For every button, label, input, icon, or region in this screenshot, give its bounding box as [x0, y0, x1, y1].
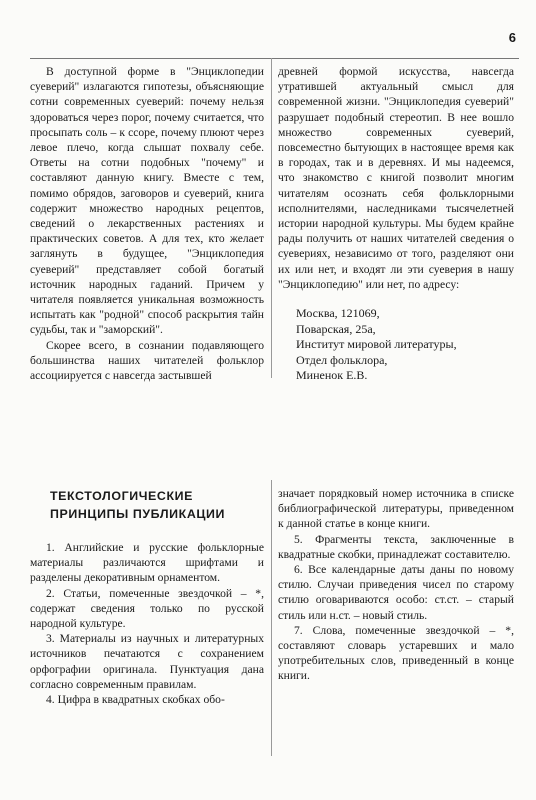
- section-heading-line: ТЕКСТОЛОГИЧЕСКИЕ: [50, 489, 193, 503]
- intro-paragraph: Скорее всего, в сознании подавляющего большинства наших читателей фольклор ассоциируется с навсегда застывшей: [30, 338, 264, 383]
- page-number: 6: [508, 30, 516, 45]
- principle-item: значает порядковый номер источника в списке библиографической литературы, приведенном к данной статье в конце книги.: [278, 487, 514, 531]
- column-divider: [271, 480, 272, 756]
- section-heading: [50, 487, 260, 523]
- address-line: Отдел фольклора,: [296, 352, 388, 367]
- address-line: Миненок Е.В.: [296, 368, 368, 383]
- principle-item: 6. Все календарные даты даны по новому стилю. Случаи приведения чисел по старому стилю оговариваются особо: ст.ст. – старый стиль или н.ст. – новый стиль.: [278, 563, 514, 622]
- postal-address: [296, 306, 514, 384]
- principle-item: 3. Материалы из научных и литературных источников печатаются с сохранением орфографии оригинала. Пунктуация дана согласно современным правилам.: [30, 632, 264, 691]
- principles-left-column: [30, 540, 264, 707]
- principle-item: 7. Слова, помеченные звездочкой – *, составляют словарь устаревших и мало употребительных слов, приведенный в конце книги.: [278, 623, 514, 683]
- column-divider: [271, 58, 272, 378]
- intro-paragraph: древней формой искусства, навсегда утратившей актуальный смысл для современной жизни. "Энциклопедия суеверий" разрушает подобный стереотип. В нее вошло множество современных суеверий, повсеместно бытующих в настоящее время как в городах, так и в деревнях. И мы надеемся, что знакомство с книгой позволит многим читателям осознать себя фольклорными исполнителями, наследниками тысячелетней истории народной культуры. Мы будем крайне рады получить от наших читателей сведения о суевериях, независимо от того, разделяют они их или нет, и входят ли эти суеверия в нашу "Энциклопедию" или нет, по адресу:: [278, 65, 514, 291]
- principle-item: 4. Цифра в квадратных скобках обо-: [46, 693, 225, 707]
- principle-item: 1. Английские и русские фольклорные материалы различаются шрифтами и разделены декоративным орнаментом.: [30, 541, 264, 585]
- principle-item: 5. Фрагменты текста, заключенные в квадратные скобки, принадлежат составителю.: [278, 532, 514, 561]
- principles-right-column: [278, 486, 514, 684]
- header-rule: [30, 58, 519, 59]
- intro-left-column: [30, 64, 264, 383]
- address-line: Институт мировой литературы,: [296, 337, 457, 352]
- address-line: Поварская, 25а,: [296, 321, 376, 336]
- intro-right-column: [278, 64, 514, 384]
- principle-item: 2. Статьи, помеченные звездочкой – *, содержат сведения только по русской народной культуре.: [30, 586, 264, 631]
- section-heading-line: ПРИНЦИПЫ ПУБЛИКАЦИИ: [50, 507, 226, 521]
- intro-paragraph: В доступной форме в "Энциклопедии суеверий" излагаются гипотезы, объясняющие сотни современных суеверий: почему нельзя здороваться через порог, почему считается, что просыпать соль – к ссоре, почему плюют через левое плечо, когда слышат похвалу себе. Ответы на сотни подобных "почему" и составляют данную книгу. Вместе с тем, помимо обрядов, заговоров и суеверий, книга содержит множество народных рецептов, сведений о лекарственных растениях и практических советов. А для тех, кто желает заглянуть в будущее, "Энциклопедия суеверий" представляет собой богатый источник народных гаданий. Причем у читателя появляется уникальная возможность испытать как "родной" способ раскрытия тайн судьбы, так и "заморский".: [30, 65, 264, 337]
- address-line: Москва, 121069,: [296, 306, 380, 321]
